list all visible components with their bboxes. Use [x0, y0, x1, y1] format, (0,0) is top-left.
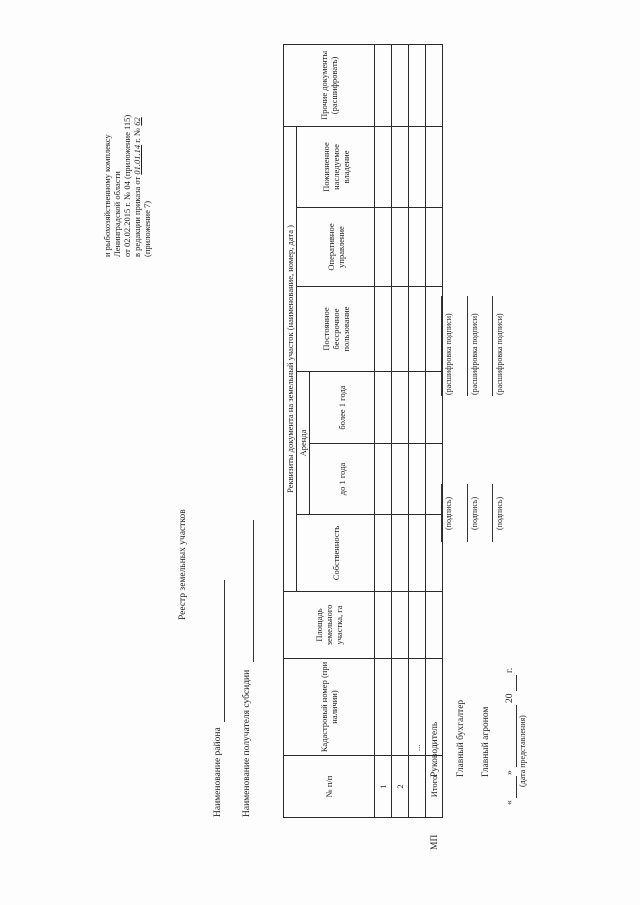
total-label: Итого	[426, 756, 443, 818]
date-year-suffix: г.	[505, 667, 515, 673]
row-1-cadastral	[375, 659, 392, 756]
header-lifetime-possession: Пожизненное наследуемое владение	[297, 126, 375, 207]
agronomist-signature-hint: (подпись)	[495, 496, 504, 530]
row-3-cadastral: ...	[409, 659, 426, 756]
director-decode-hint: (расшифровка подписи)	[444, 313, 453, 395]
row-1-num: 1	[375, 756, 392, 818]
header-line-4-date: 01.01.14	[132, 144, 142, 175]
header-line-5: (приложение 7)	[142, 200, 152, 257]
agronomist-decode-line	[492, 296, 493, 396]
date-year-prefix: 20	[505, 693, 515, 703]
accountant-label: Главный бухгалтер	[456, 699, 466, 777]
header-lease-under-1-year: до 1 года	[310, 444, 375, 515]
header-document-details: Реквизиты документа на земельный участок (наименование, номер, дата )	[284, 126, 297, 591]
agronomist-label: Главный агроном	[481, 706, 491, 777]
accountant-signature-hint: (подпись)	[470, 496, 479, 530]
mp-stamp-label: МП	[430, 834, 440, 850]
header-line-4-prefix: в редакции приказа от	[132, 176, 142, 257]
table-total-row	[426, 44, 443, 817]
header-lease: Аренда	[297, 372, 310, 515]
date-hint: (дата представления)	[518, 715, 527, 787]
row-3-num	[409, 756, 426, 818]
table-header-row-1	[284, 44, 297, 817]
date-day-line	[516, 776, 517, 798]
header-line-1: и рыбохозяйственному комплексу	[102, 134, 112, 257]
accountant-decode-hint: (расшифровка подписи)	[470, 313, 479, 395]
date-quote-open: «	[505, 800, 515, 805]
agronomist-signature-line	[492, 484, 493, 542]
director-signature-hint: (подпись)	[444, 496, 453, 530]
header-ownership: Собственность	[297, 515, 375, 592]
recipient-field-line	[253, 520, 254, 662]
header-num: № п/п	[284, 756, 375, 818]
header-line-4-num: 62	[132, 117, 142, 126]
header-cadastral: Кадастровый номер (при наличии)	[284, 659, 375, 756]
header-other-documents: Прочие документы (расшифровать)	[284, 44, 375, 126]
row-2-cadastral	[392, 659, 409, 756]
header-line-4-mid: г. №	[132, 127, 142, 143]
director-decode-line	[441, 296, 442, 396]
date-quote-close: »	[505, 770, 515, 775]
header-permanent-use: Постоянное бессрочное пользование	[297, 287, 375, 372]
header-line-3: от 02.02.2015 г. № 04 (приложение 115)	[122, 114, 132, 257]
land-register-table	[283, 44, 443, 818]
director-label: Руководитель	[430, 721, 440, 777]
header-area: Площадь земельного участка, га	[284, 592, 375, 659]
table-row	[409, 44, 426, 817]
director-signature-line	[441, 484, 442, 542]
header-operational-management: Оперативное управление	[297, 208, 375, 287]
document-title: Реестр земельных участков	[178, 509, 188, 620]
table-row	[375, 44, 392, 817]
agronomist-decode-hint: (расшифровка подписи)	[495, 313, 504, 395]
district-field-line	[224, 580, 225, 722]
district-label: Наименование района	[213, 727, 223, 817]
recipient-label: Наименование получателя субсидии	[242, 669, 252, 817]
header-lease-over-1-year: более 1 года	[310, 372, 375, 444]
header-line-2: Ленинградской области	[112, 171, 122, 257]
row-2-num: 2	[392, 756, 409, 818]
table-row	[392, 44, 409, 817]
accountant-signature-line	[467, 484, 468, 542]
date-year-line	[516, 675, 517, 691]
date-month-line	[516, 705, 517, 767]
accountant-decode-line	[467, 296, 468, 396]
